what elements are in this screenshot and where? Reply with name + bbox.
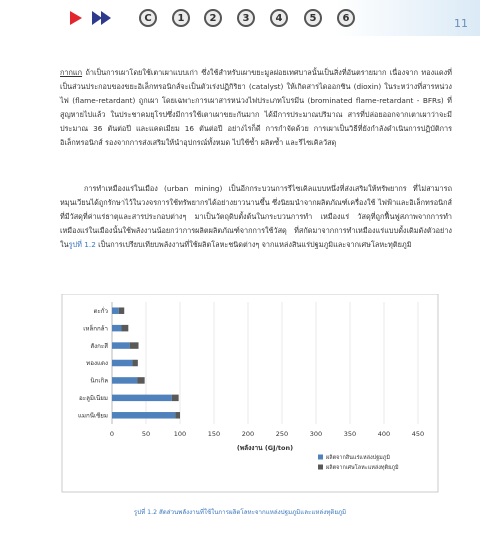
bar-primary bbox=[112, 360, 132, 367]
nav-button-4[interactable]: 4 bbox=[270, 9, 288, 27]
paragraph-2-text-a: การทำเหมืองแร่ในเมือง (urban mining) เป็นอีกกระบวนการรีไซเคิลแบบหนึ่งที่ส่งเสริมให้ทรัพยากร ที่ไม่สามารถหมุนเวียนได้ถูกรักษาไว้ในวงจรการใช้ทรัพยากรได้อย่างยาวนานขึ้น ซึ่งนิยมนำจากผลิตภัณฑ์เครื่องใช้ ไฟฟ้าและอิเล็กทรอนิกส์ที่มีวัสดุที่ค่าแร่ธาตุและสารประกอบต่างๆ มาเป็นวัตถุดิบตั้งต้นในกระบวนการทำ เหมืองแร่ วัสดุที่ถูกฟื้นฟูสภาพจากการทำเหมืองแร่ในเมืองนั้นใช้พลังงานน้อยกว่าการผลิตผลิตภัณฑ์จากการใช้วัสดุ ที่สกัดมาจากการทำเหมืองแร่แบบดั้งเดิมดังตัวอย่างใน bbox=[60, 184, 452, 250]
figure-link[interactable]: รูปที่ 1.2 bbox=[68, 240, 96, 250]
category-label: แมกนีเซียม bbox=[77, 412, 108, 420]
x-tick-label: 350 bbox=[343, 430, 357, 438]
paragraph-1-text: ถ้าเป็นการเผาโดยใช้เตาเผาแบบเก่า ซึ่งใช้สำหรับเผาขยะมูลฝอยเทศบาลนั้นเป็นสิ่งที่อันตรายมาก เนื่องจาก ทองแดงที่เป็นส่วนประกอบของขยะอิเล็กทรอนิกส์จะเป็นตัวเร่งปฏิกิริยา (catalyst) ให้เกิดสารไดออกซิน (dioxin) ในระหว่างที่สารหน่วงไฟ (flame-retardant) ถูกเผา โดยเฉพาะการเผาสารหน่วงไฟประเภทโบรมีน (brominated flame-retardant - BFRs) ที่สูญหายไปแล้ว ในประชาคมยุโรปซึ่งมีการใช้เตาเผาขยะกันมาก ได้มีการประมาณปริมาณ สารที่ปล่อยออกจากเตาเผาว่าจะมีประมาณ 36 ตันต่อปี และแคดเมียม 16 ตันต่อปี อย่างไรก็ดี การกำจัดด้วย การเผาเป็นวิธีที่ยังกำลังดำเนินการปฏิบัติการอิเล็กทรอนิกส์ รองจากการส่งเสริมให้นำอุปกรณ์ทั้งหมด ไปใช้ซ้ำ ผลิตซ้ำ และรีไซเคิลวัสดุ bbox=[60, 68, 452, 148]
bar-secondary bbox=[130, 342, 139, 349]
next-double-arrow-icon-2[interactable] bbox=[101, 11, 111, 25]
bar-secondary bbox=[137, 377, 144, 384]
category-label: อะลูมิเนียม bbox=[79, 395, 108, 403]
legend-swatch bbox=[318, 455, 323, 460]
page-header bbox=[0, 0, 480, 36]
x-tick-label: 250 bbox=[275, 430, 289, 438]
bar-primary bbox=[112, 377, 137, 384]
x-tick-label: 100 bbox=[173, 430, 187, 438]
bar-secondary bbox=[119, 307, 124, 314]
legend-label: ผลิตจากสินแร่แหล่งปฐมภูมิ bbox=[326, 455, 391, 461]
category-label: ทองแดง bbox=[86, 360, 108, 368]
page-number: 11 bbox=[454, 17, 468, 30]
legend-label: ผลิตจากเศษโลหะแหล่งทุติยภูมิ bbox=[326, 465, 399, 471]
legend-swatch bbox=[318, 465, 323, 470]
paragraph-1 bbox=[60, 66, 452, 151]
x-tick-label: 150 bbox=[207, 430, 221, 438]
bar-primary bbox=[112, 325, 122, 332]
nav-button-6[interactable]: 6 bbox=[337, 9, 355, 27]
nav-button-c[interactable]: C bbox=[139, 9, 157, 27]
x-tick-label: 450 bbox=[411, 430, 425, 438]
x-tick-label: 400 bbox=[377, 430, 391, 438]
chart-frame bbox=[62, 294, 438, 492]
bar-primary bbox=[112, 307, 119, 314]
nav-button-3[interactable]: 3 bbox=[237, 9, 255, 27]
paragraph-1-label: กากแก bbox=[60, 68, 83, 77]
bar-primary bbox=[112, 395, 172, 402]
bar-secondary bbox=[122, 325, 129, 332]
category-label: สังกะสี bbox=[90, 342, 108, 350]
category-label: เหล็กกล้า bbox=[83, 325, 108, 333]
nav-button-1[interactable]: 1 bbox=[172, 9, 190, 27]
bar-primary bbox=[112, 412, 175, 419]
nav-button-5[interactable]: 5 bbox=[304, 9, 322, 27]
x-tick-label: 300 bbox=[309, 430, 323, 438]
category-label: ตะกั่ว bbox=[93, 307, 108, 315]
x-tick-label: 200 bbox=[241, 430, 255, 438]
paragraph-2-text-b: เป็นการเปรียบเทียบพลังงานที่ใช้ผลิตโลหะชนิดต่างๆ จากแหล่งสินแร่ปฐมภูมิและจากเศษโลหะทุติยภูมิ bbox=[95, 240, 412, 250]
category-label: นิกเกิล bbox=[90, 377, 108, 385]
energy-chart bbox=[0, 294, 480, 494]
bar-secondary bbox=[172, 395, 179, 402]
prev-arrow-icon[interactable] bbox=[70, 11, 82, 25]
x-axis-label: (พลังงาน (GJ/ton) bbox=[236, 444, 294, 452]
x-tick-label: 0 bbox=[109, 430, 115, 438]
bar-secondary bbox=[175, 412, 180, 419]
paragraph-2 bbox=[60, 182, 452, 252]
bar-primary bbox=[112, 342, 130, 349]
bar-secondary bbox=[132, 360, 137, 367]
nav-button-2[interactable]: 2 bbox=[204, 9, 222, 27]
figure-caption: รูปที่ 1.2 สัดส่วนพลังงานที่ใช้ในการผลิตโลหะจากแหล่งปฐมภูมิและแหล่งทุติยภูมิ bbox=[133, 509, 347, 516]
x-tick-label: 50 bbox=[141, 430, 151, 438]
